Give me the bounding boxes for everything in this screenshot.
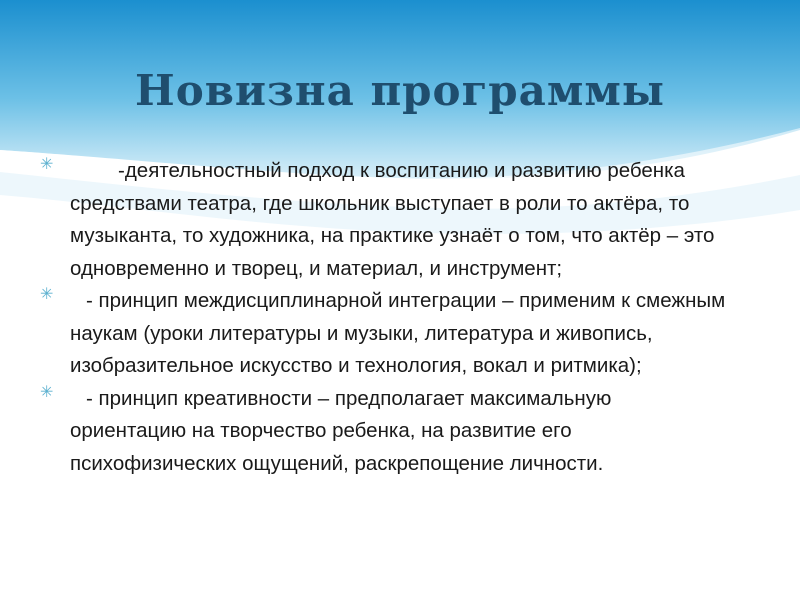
list-item [40,155,730,285]
star-bullet-icon: ✳ [40,286,54,303]
slide-title: Новизна программы [135,66,665,115]
bullet-list [40,155,730,480]
bullet-text: -деятельностный подход к воспитанию и развитию ребенка средствами театра, где школьник выступает в роли то актёра, то музыканта, то художника, на практике узнаёт о том, что актёр – это одновременно и творец, и материал, и инструмент; [70,159,715,280]
list-item [40,383,730,481]
bullet-text: - принцип креативности – предполагает максимальную ориентацию на творчество ребенка, на развитие его психофизических ощущений, раскрепощение личности. [70,386,612,475]
list-item [40,285,730,383]
star-bullet-icon: ✳ [40,383,54,401]
star-bullet-icon: ✳ [40,156,54,173]
bullet-text: - принцип междисциплинарной интеграции – применим к смежным наукам (уроки литературы и музыки, литература и живопись, изобразительное искусство и технология, вокал и ритмика); [70,289,726,377]
